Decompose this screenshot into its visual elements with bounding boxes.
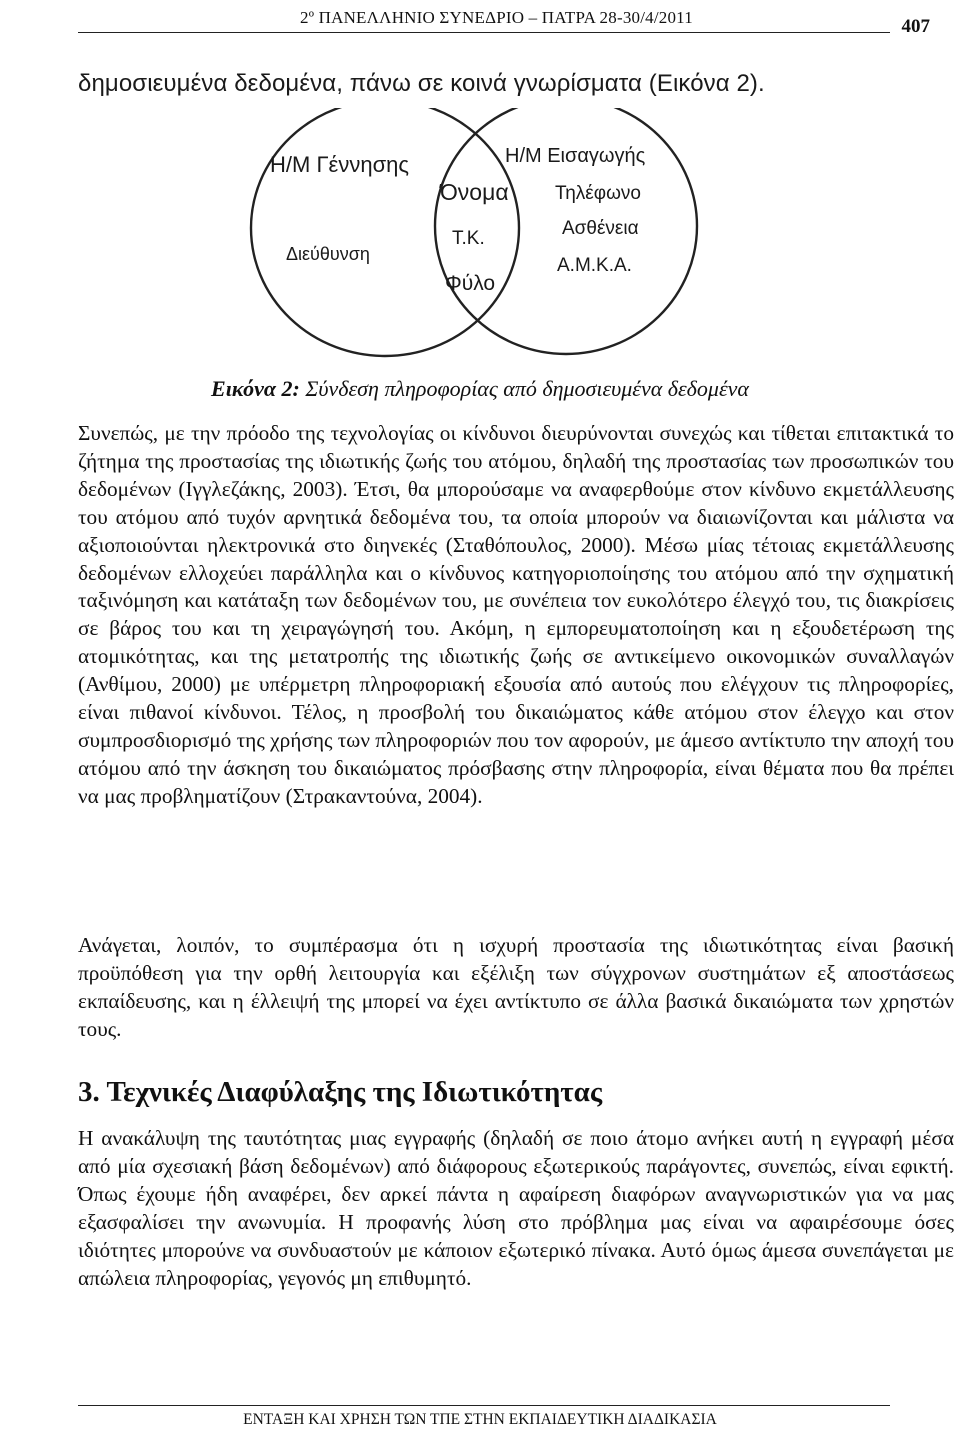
- venn-diagram: [240, 108, 720, 370]
- intersection-item: Φύλο: [445, 272, 496, 295]
- right-set-item: Ασθένεια: [562, 218, 639, 239]
- body-paragraph-2: Ανάγεται, λοιπόν, το συμπέρασμα ότι η ισχυρή προστασία της ιδιωτικότητας είναι βασική προϋπόθεση για την ορθή λειτουργία και εξέλιξη των σύγχρονων συστημάτων εξ αποστάσεως εκπαίδευσης, και η έλλειψή της μπορεί να έχει αντίκτυπο σε άλλα βασικά δικαιώματα των χρηστών τους.: [78, 933, 954, 1041]
- caption-text: Σύνδεση πληροφορίας από δημοσιευμένα δεδομένα: [299, 376, 749, 401]
- page-number: 407: [901, 16, 930, 37]
- footer-rule: [78, 1405, 890, 1406]
- body-paragraph-3: Η ανακάλυψη της ταυτότητας μιας εγγραφής (δηλαδή σε ποιο άτομο ανήκει αυτή η εγγραφή μέσα από μία σχεσιακή βάση δεδομένων) από διάφορους εξωτερικούς παράγοντες, συνεπώς, είναι εφικτή. Όπως έχουμε ήδη αναφέρει, δεν αρκεί πάντα η αφαίρεση διαφόρων αναγνωριστικών για να μας εξασφαλίσει την ανωνυμία. Η προφανής λύση στο πρόβλημα μας είναι να αφαιρέσουμε όσες ιδιότητες μπορούνε να συνδυαστούν με κάποιον εξωτερικό πίνακα. Αυτό όμως άμεσα συνεπάγεται με απώλεια πληροφορίας, γεγονός μη επιθυμητό.: [78, 1126, 954, 1290]
- body-paragraph-1: Συνεπώς, με την πρόοδο της τεχνολογίας οι κίνδυνοι διευρύνονται συνεχώς και τίθεται επιτακτικά το ζήτημα της προστασίας της ιδιωτικής ζωής του ατόμου, δηλαδή της προστασίας των προσωπικών του δεδομένων (Ιγγλεζάκης, 2003). Έτσι, θα μπορούσαμε να αναφερθούμε στον κίνδυνο εκμετάλλευσης του ατόμου από τυχόν αρνητικά δεδομένα του, τα οποία μπορούν να διαιωνίζονται και μάλιστα να αξιοποιούνται ηλεκτρονικά στο διηνεκές (Σταθόπουλος, 2000). Μέσω μίας τέτοιας εκμετάλλευσης δεδομένων ελλοχεύει παράλληλα και ο κίνδυνος κατηγοριοποίησης του ατόμου από την σχηματική ταξινόμηση και κατάταξη των δεδομένων του, με συνέπεια τον ευκολότερο έλεγχό του, τις διακρίσεις σε βάρος του και τη χειραγώγησή του. Ακόμη, η εμπορευματοποίηση και η εξουδετέρωση της ατομικότητας, και της μετατροπής της ιδιωτικής ζωής σε αντικείμενο οικονομικών συναλλαγών (Ανθίμου, 2000) με υπέρμετρη πληροφοριακή εξουσία από αυτούς που ελέγχουν τις πληροφορίες, είναι πιθανοί κίνδυνοι. Τέλος, η προσβολή του δικαιώματος κάθε ατόμου στον έλεγχο και στον συμπροσδιορισμό της χρήσης των πληροφοριών που τον αφορούν, με άμεσο αντίκτυπο την αποχή του ατόμου από την άσκηση του δικαιώματος πρόσβασης στην πληροφορία, είναι θέματα που θα πρέπει να μας προβληματίζουν (Στρακαντούνα, 2004).: [78, 421, 954, 808]
- right-set-title: Η/Μ Εισαγωγής: [505, 145, 646, 167]
- intersection-item: Όνομα: [440, 179, 509, 205]
- figure-intro-line: δημοσιευμένα δεδομένα, πάνω σε κοινά γνωρίσματα (Εικόνα 2).: [78, 70, 765, 97]
- caption-label: Εικόνα 2:: [211, 376, 300, 401]
- right-set-item: Α.Μ.Κ.Α.: [557, 255, 632, 276]
- left-set-title: Η/Μ Γέννησης: [270, 152, 410, 177]
- section-heading: 3. Τεχνικές Διαφύλαξης της Ιδιωτικότητας: [78, 1076, 603, 1108]
- header-rule: [78, 32, 890, 33]
- right-set-item: Τηλέφωνο: [555, 183, 641, 204]
- intersection-item: Τ.Κ.: [452, 228, 485, 249]
- running-foot: ΕΝΤΑΞΗ ΚΑΙ ΧΡΗΣΗ ΤΩΝ ΤΠΕ ΣΤΗΝ ΕΚΠΑΙΔΕΥΤΙΚΗ ΔΙΑΔΙΚΑΣΙΑ: [243, 1411, 717, 1428]
- left-set-item: Διεύθυνση: [286, 244, 370, 264]
- running-head: 2º ΠΑΝΕΛΛΗΝΙΟ ΣΥΝΕΔΡΙΟ – ΠΑΤΡΑ 28-30/4/2011: [300, 8, 693, 27]
- figure-caption: [0, 376, 960, 402]
